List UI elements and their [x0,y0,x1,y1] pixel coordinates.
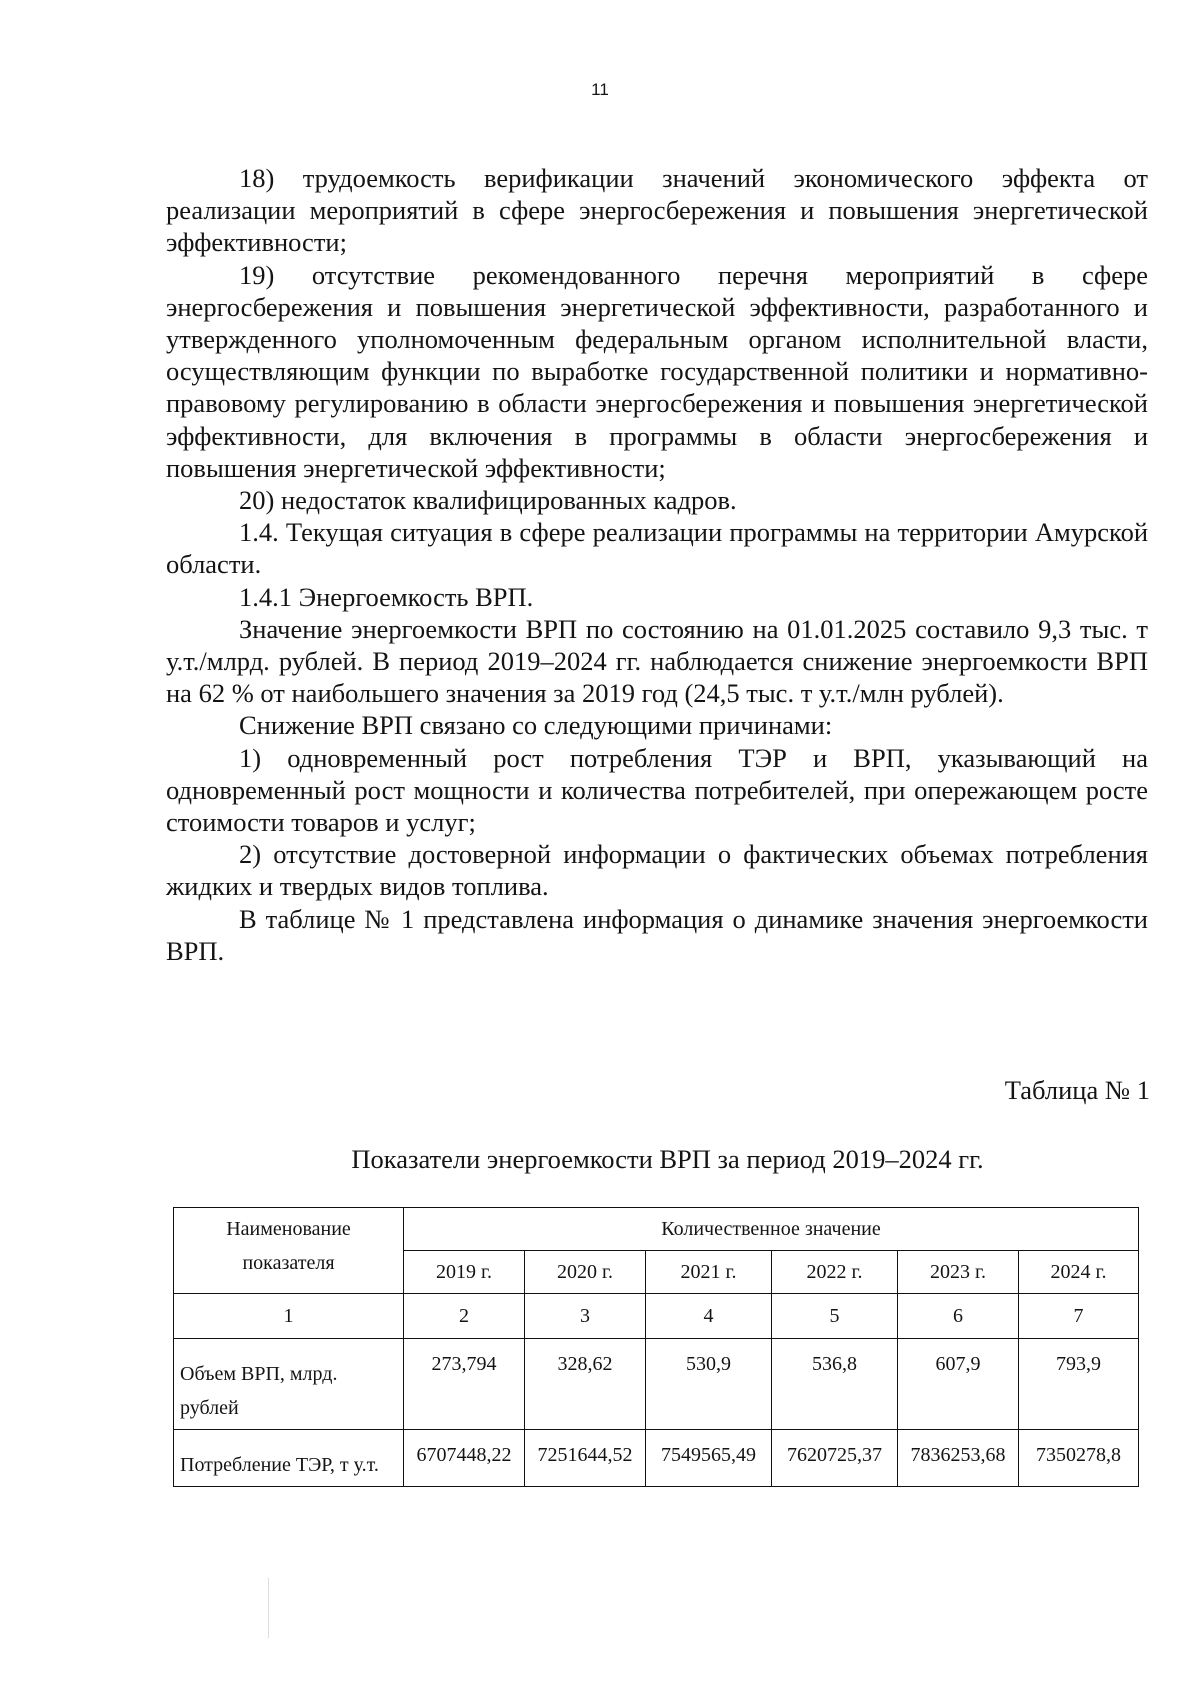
value-cell: 607,9 [898,1339,1019,1430]
row-name: Объем ВРП, млрд. рублей [174,1339,404,1430]
index-cell: 1 [174,1294,404,1339]
value-cell: 328,62 [525,1339,646,1430]
table-index-row [174,1294,1139,1339]
value-cell: 273,794 [404,1339,525,1430]
header-year: 2023 г. [898,1251,1019,1294]
table-header-row [174,1208,1139,1251]
body-text [166,162,1148,967]
index-cell: 7 [1019,1294,1139,1339]
subsection-heading: 1.4.1 Энергоемкость ВРП. [239,581,534,612]
value-cell: 7251644,52 [525,1430,646,1487]
value-cell: 7549565,49 [646,1430,772,1487]
table-row [174,1339,1139,1430]
paragraph: Снижение ВРП связано со следующими причинами: [239,710,833,741]
value-cell: 536,8 [772,1339,898,1430]
header-year: 2020 г. [525,1251,646,1294]
paragraph: В таблице № 1 представлена информация о динамике значения энергоемкости ВРП. [166,903,1148,966]
header-year: 2021 г. [646,1251,772,1294]
index-cell: 5 [772,1294,898,1339]
paragraph: 20) недостаток квалифицированных кадров. [239,485,737,516]
paragraph: 1) одновременный рост потребления ТЭР и ВРП, указывающий на одновременный рост мощности и количества потребителей, при опережающем росте стоимости товаров и услуг; [166,742,1148,838]
index-cell: 2 [404,1294,525,1339]
paragraph: 2) отсутствие достоверной информации о фактических объемах потребления жидких и твердых видов топлива. [166,839,1148,902]
index-cell: 4 [646,1294,772,1339]
value-cell: 793,9 [1019,1339,1139,1430]
scan-artifact-line [268,1578,269,1638]
paragraph: Значение энергоемкости ВРП по состоянию на 01.01.2025 составило 9,3 тыс. т у.т./млрд. рублей. В период 2019–2024 гг. наблюдается снижение энергоемкости ВРП на 62 % от наибольшего значения за 2019 год (24,5 тыс. т у.т./млн рублей). [166,613,1148,709]
header-year: 2019 г. [404,1251,525,1294]
section-heading: 1.4. Текущая ситуация в сфере реализации программы на территории Амурской области. [166,517,1148,580]
table-label: Таблица № 1 [1004,1075,1150,1105]
paragraph: 19) отсутствие рекомендованного перечня мероприятий в сфере энергосбережения и повышения энергетической эффективности, разработанного и утвержденного уполномоченным федеральным органом исполнительной власти, осуществляющим функции по выработке государственной политики и нормативно-правовому регулированию в области энергосбережения и повышения энергетической эффективности, для включения в программы в области энергосбережения и повышения энергетической эффективности; [166,259,1148,483]
header-year: 2022 г. [772,1251,898,1294]
header-year: 2024 г. [1019,1251,1139,1294]
table-row [174,1430,1139,1487]
row-name: Потребление ТЭР, т у.т. [174,1430,404,1487]
value-cell: 7350278,8 [1019,1430,1139,1487]
value-cell: 6707448,22 [404,1430,525,1487]
page-number: 11 [591,80,609,99]
index-cell: 3 [525,1294,646,1339]
paragraph: 18) трудоемкость верификации значений экономического эффекта от реализации мероприятий в сфере энергосбережения и повышения энергетической эффективности; [166,163,1148,258]
value-cell: 7620725,37 [772,1430,898,1487]
table-title: Показатели энергоемкости ВРП за период 2019–2024 гг. [351,1144,984,1174]
index-cell: 6 [898,1294,1019,1339]
header-quantitative-value: Количественное значение [404,1208,1139,1251]
energy-intensity-table [173,1207,1139,1487]
header-indicator-name: Наименование показателя [174,1208,404,1294]
value-cell: 7836253,68 [898,1430,1019,1487]
value-cell: 530,9 [646,1339,772,1430]
